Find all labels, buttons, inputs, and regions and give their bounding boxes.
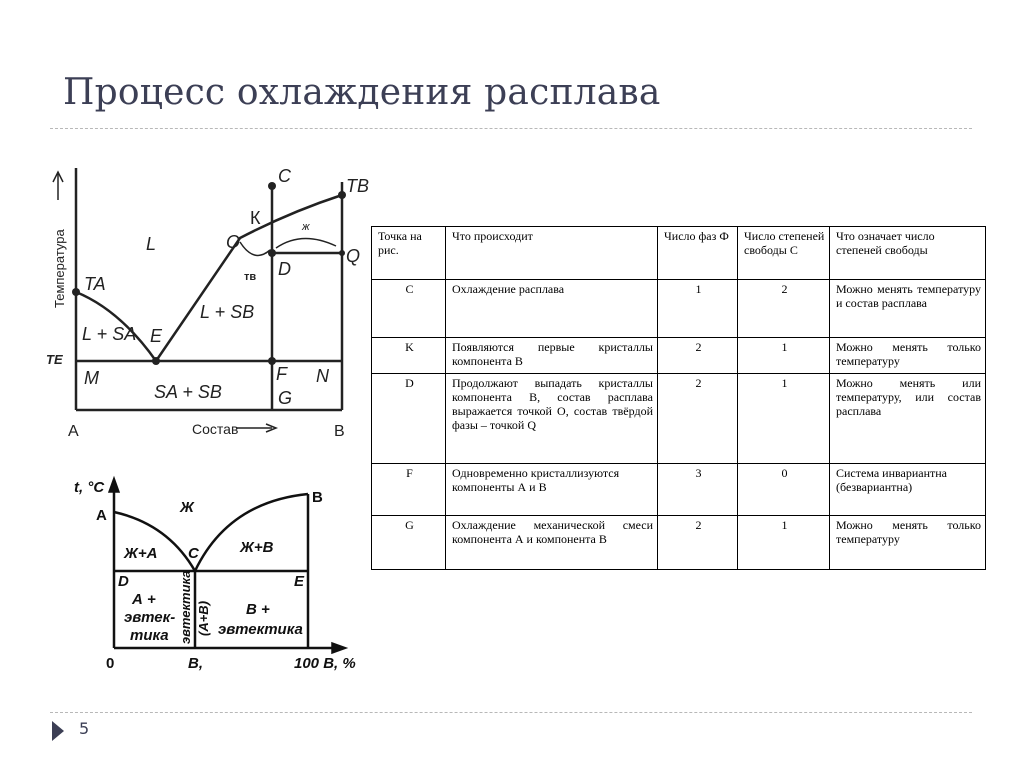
title-divider [50, 128, 972, 129]
cell-meaning: Можно менять или температуру, или состав расплава [830, 374, 986, 464]
tick-zero: 0 [106, 655, 115, 672]
header-point: Точка на рис. [372, 227, 446, 280]
region-l: L [146, 234, 157, 254]
header-freedom: Число степеней свободы С [738, 227, 830, 280]
phase-diagram-top [40, 160, 370, 445]
cell-freedom: 1 [738, 338, 830, 374]
table-row [372, 516, 986, 570]
region-eutectic-line1: эвтектика [178, 570, 193, 644]
y-arrowhead [109, 478, 119, 492]
cell-point: F [372, 464, 446, 516]
cell-point: C [372, 280, 446, 338]
corner-a: A [68, 423, 79, 440]
region-liquid: Ж [180, 499, 194, 516]
axis-y-label-bottom: t, °C [74, 479, 105, 496]
cooling-process-table [371, 226, 986, 570]
point-c-dot [268, 182, 276, 190]
point-a-label: A [96, 507, 107, 524]
point-c-label: C [188, 545, 199, 562]
label-d: D [278, 259, 291, 279]
region-a-eutectic-line2: эвтек- [124, 609, 176, 626]
cell-process: Появляются первые кристаллы компонента В [446, 338, 658, 374]
tick-b: B, [188, 655, 203, 672]
x-arrowhead [332, 643, 346, 653]
label-o: O [226, 232, 241, 252]
cell-freedom: 0 [738, 464, 830, 516]
label-g: G [278, 388, 293, 408]
cell-process: Охлаждение механической смеси компонента А и компонента В [446, 516, 658, 570]
header-meaning: Что означает число степеней свободы [830, 227, 986, 280]
region-l-sa: L + SA [82, 324, 137, 344]
table-row [372, 338, 986, 374]
cell-meaning: Система инвариантна (безвариантна) [830, 464, 986, 516]
point-q-dot [339, 250, 345, 256]
point-e-label: E [294, 573, 305, 590]
label-zh: ж [302, 221, 310, 233]
cell-phases: 2 [658, 338, 738, 374]
cell-meaning: Можно менять только температуру [830, 338, 986, 374]
label-f: F [276, 364, 287, 384]
label-c: C [278, 166, 291, 186]
axis-y-label: Температура [52, 229, 67, 308]
region-sa-sb: SA + SB [154, 382, 222, 402]
axis-x-label: Состав [192, 421, 239, 437]
cell-meaning: Можно менять только температуру [830, 516, 986, 570]
region-b-eutectic-line1: В + [246, 601, 270, 618]
slide-number: 5 [79, 719, 90, 738]
point-d-label: D [118, 573, 129, 590]
cell-point: D [372, 374, 446, 464]
zh-arc [276, 238, 336, 248]
liquidus-b [195, 494, 308, 571]
label-m: M [84, 368, 99, 388]
region-eutectic-line2: (А+В) [196, 600, 211, 636]
point-ta-dot [72, 288, 80, 296]
table-row [372, 464, 986, 516]
slide-marker-icon [52, 721, 64, 741]
table-header-row [372, 227, 986, 280]
label-tv: тв [244, 271, 257, 283]
label-q: Q [346, 246, 361, 266]
cell-process: Продолжают выпадать кристаллы компонента В, состав расплава выражается точкой О, состав твёрдой фазы – точкой Q [446, 374, 658, 464]
table-row [372, 280, 986, 338]
region-liquid-b: Ж+В [240, 539, 274, 556]
region-l-sb: L + SB [200, 302, 255, 322]
cell-phases: 3 [658, 464, 738, 516]
point-b-label: B [312, 489, 323, 506]
cell-freedom: 1 [738, 516, 830, 570]
cell-process: Одновременно кристаллизуются компоненты А и В [446, 464, 658, 516]
cell-phases: 2 [658, 374, 738, 464]
label-ta: TA [84, 274, 106, 294]
footer-divider [50, 712, 972, 713]
phase-diagram-bottom [68, 472, 373, 677]
corner-b: B [334, 423, 345, 440]
tv-arc [240, 242, 270, 255]
region-liquid-a: Ж+А [124, 545, 158, 562]
label-e: E [150, 326, 163, 346]
cell-meaning: Можно менять температуру и состав расплава [830, 280, 986, 338]
cell-phases: 1 [658, 280, 738, 338]
label-n: N [316, 366, 329, 386]
table-row [372, 374, 986, 464]
cell-process: Охлаждение расплава [446, 280, 658, 338]
tick-te: TE [46, 352, 63, 367]
header-process: Что происходит [446, 227, 658, 280]
point-f-dot [268, 357, 276, 365]
header-phases: Число фаз Ф [658, 227, 738, 280]
cell-freedom: 2 [738, 280, 830, 338]
slide-title: Процесс охлаждения расплава [63, 72, 661, 113]
point-tb-dot [338, 191, 346, 199]
point-d-dot [268, 249, 276, 257]
label-k: К [250, 208, 261, 228]
region-a-eutectic-line1: А + [132, 591, 156, 608]
liquidus-a [114, 512, 195, 571]
point-e-dot [152, 357, 160, 365]
cell-point: K [372, 338, 446, 374]
region-a-eutectic-line3: тика [130, 627, 169, 644]
cell-phases: 2 [658, 516, 738, 570]
cell-point: G [372, 516, 446, 570]
axis-x-label-bottom: 100 B, % [294, 655, 356, 672]
label-tb: TB [346, 176, 370, 196]
cell-freedom: 1 [738, 374, 830, 464]
region-b-eutectic-line2: эвтектика [218, 621, 303, 638]
